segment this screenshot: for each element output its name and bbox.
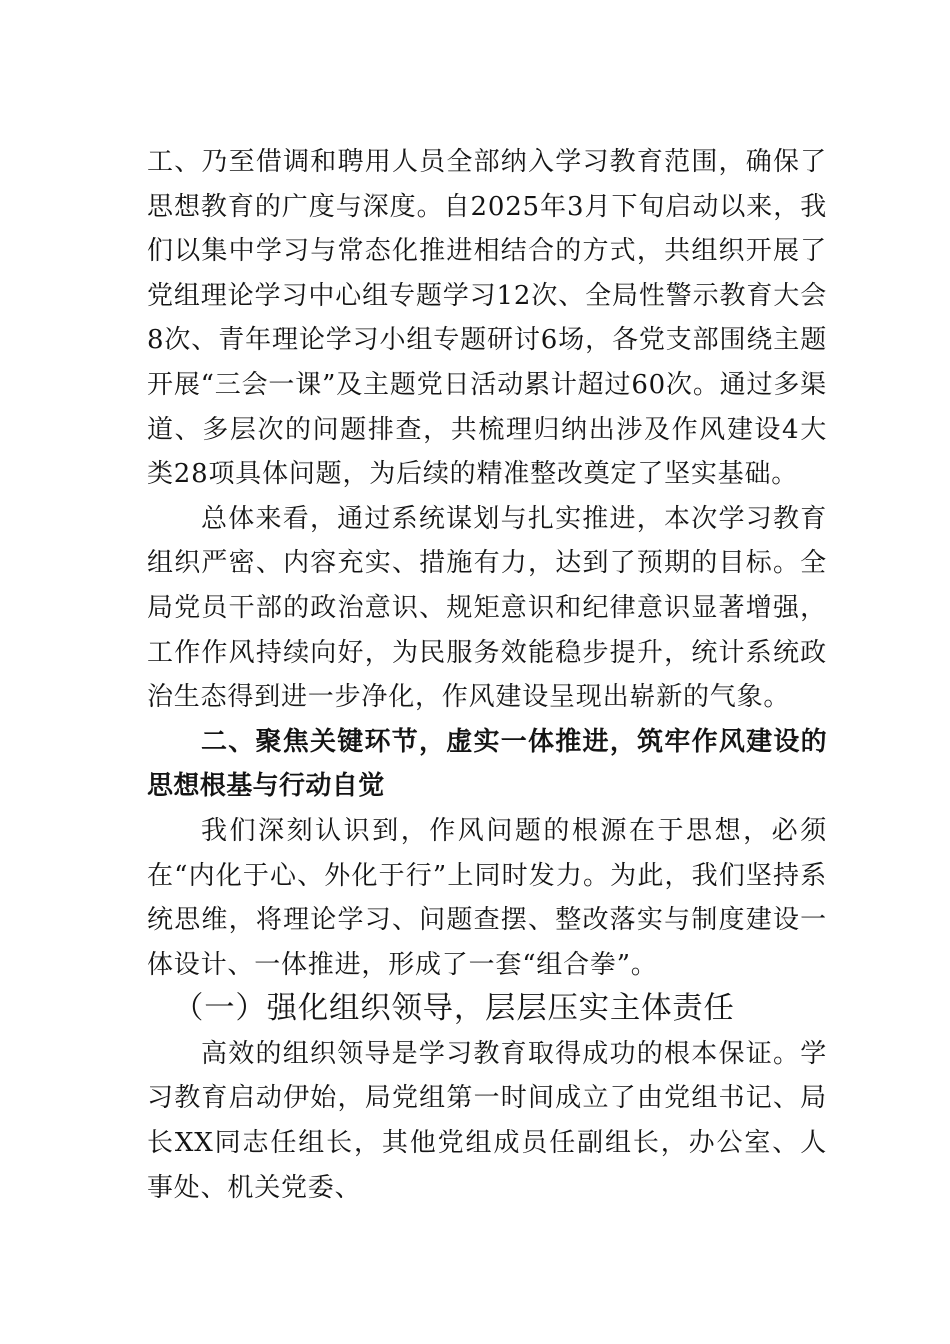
paragraph-organization-leadership: 高效的组织领导是学习教育取得成功的根本保证。学习教育启动伊始，局党组第一时间成立了由党组书记、局长XX同志任组长，其他党组成员任副组长，办公室、人事处、机关党委、 [147,1038,827,1203]
paragraph-continued-scope: 工、乃至借调和聘用人员全部纳入学习教育范围，确保了思想教育的广度与深度。自2025年3月下旬启动以来，我们以集中学习与常态化推进相结合的方式，共组织开展了党组理论学习中心组专题学习12次、全局性警示教育大会8次、青年理论学习小组专题研讨6场，各党支部围绕主题开展“三会一课”及主题党日活动累计超过60次。通过多渠道、多层次的问题排查，共梳理归纳出涉及作风建设4大类28项具体问题，为后续的精准整改奠定了坚实基础。 [147,147,827,490]
document-body [147,140,827,1210]
paragraph-overall-summary: 总体来看，通过系统谋划与扎实推进，本次学习教育组织严密、内容充实、措施有力，达到了预期的目标。全局党员干部的政治意识、规矩意识和纪律意识显著增强，工作作风持续向好，为民服务效能稳步提升，统计系统政治生态得到进一步净化，作风建设呈现出崭新的气象。 [147,503,827,713]
paragraph-section-intro: 我们深刻认识到，作风问题的根源在于思想，必须在“内化于心、外化于行”上同时发力。为此，我们坚持系统思维，将理论学习、问题查摆、整改落实与制度建设一体设计、一体推进，形成了一套“组合拳”。 [147,815,827,980]
subsection-heading-one: （一）强化组织领导，层层压实主体责任 [173,991,735,1027]
section-heading-two: 二、聚焦关键环节，虚实一体推进，筑牢作风建设的思想根基与行动自觉 [147,726,827,802]
